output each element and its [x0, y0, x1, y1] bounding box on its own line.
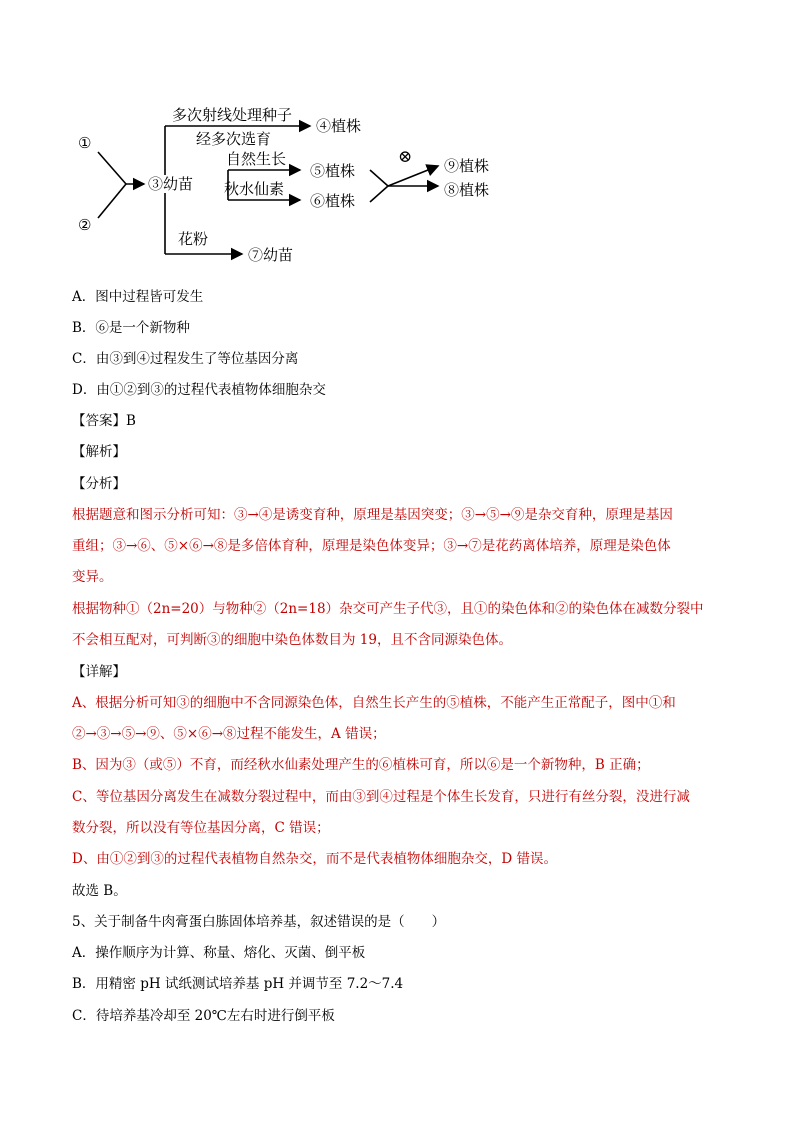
q5-option-a: A．操作顺序为计算、称量、熔化、灭菌、倒平板	[72, 945, 366, 961]
fenxi-label: 【分析】	[72, 476, 126, 492]
detail-a-line1: A、根据分析可知③的细胞中不含同源染色体，自然生长产生的⑤植株，不能产生正常配子，图中①和	[72, 695, 676, 711]
answer-label: 【答案】B	[72, 413, 136, 429]
detail-c-line2: 数分裂，所以没有等位基因分离，C 错误；	[72, 820, 330, 836]
option-d: D．由①②到③的过程代表植物体细胞杂交	[72, 382, 326, 398]
breeding-diagram	[70, 100, 510, 270]
option-a: A．图中过程皆可发生	[72, 289, 204, 305]
cross-line-5	[370, 170, 388, 186]
jiexi-label: 【解析】	[72, 444, 126, 460]
conclusion: 故选 B。	[72, 883, 127, 899]
selfing-symbol: ⊗	[398, 147, 413, 167]
node-9: ⑨植株	[444, 157, 490, 175]
line-1-to-3	[98, 152, 126, 184]
node-6: ⑥植株	[310, 192, 356, 210]
xiangjie-label: 【详解】	[72, 664, 126, 680]
option-b: B．⑥是一个新物种	[72, 320, 190, 336]
label-selection: 经多次选育	[196, 130, 272, 148]
node-2: ②	[78, 216, 92, 234]
node-3: ③幼苗	[148, 175, 194, 193]
q5-option-c: C．待培养基冷却至 20℃左右时进行倒平板	[72, 1008, 335, 1024]
q5-option-b: B．用精密 pH 试纸测试培养基 pH 并调节至 7.2～7.4	[72, 976, 404, 992]
detail-c-line1: C、等位基因分离发生在减数分裂过程中，而由③到④过程是个体生长发育，只进行有丝分裂，没进行减	[72, 789, 690, 805]
analysis-p1-line1: 根据题意和图示分析可知：③→④是诱变育种，原理是基因突变；③→⑤→⑨是杂交育种，原理是基因	[72, 507, 673, 523]
analysis-p1-line2: 重组；③→⑥、⑤×⑥→⑧是多倍体育种，原理是染色体变异；③→⑦是花药离体培养，原理是染色体	[72, 538, 671, 554]
label-colchicine: 秋水仙素	[224, 180, 285, 198]
line-2-to-3	[98, 184, 126, 218]
node-1: ①	[78, 134, 92, 152]
node-8: ⑧植株	[444, 181, 490, 199]
option-c: C．由③到④过程发生了等位基因分离	[72, 351, 299, 367]
analysis-p1-line3: 变异。	[72, 569, 113, 585]
node-5: ⑤植株	[310, 162, 356, 180]
analysis-p2-line1: 根据物种①（2n=20）与物种②（2n=18）杂交可产生子代③，且①的染色体和②的染色体在减数分裂中	[72, 601, 704, 617]
analysis-p2-line2: 不会相互配对，可判断③的细胞中染色体数目为 19，且不含同源染色体。	[72, 632, 512, 648]
node-7: ⑦幼苗	[248, 246, 294, 264]
label-pollen: 花粉	[178, 230, 209, 248]
arrow-to-9	[388, 166, 438, 186]
q5-stem: 5、关于制备牛肉膏蛋白胨固体培养基，叙述错误的是（ ）	[72, 914, 446, 930]
label-radiation: 多次射线处理种子	[172, 106, 293, 124]
detail-b: B、因为③（或⑤）不育，而经秋水仙素处理产生的⑥植株可育，所以⑥是一个新物种，B 正确；	[72, 757, 650, 773]
node-4: ④植株	[316, 117, 362, 135]
label-natural-growth: 自然生长	[226, 150, 287, 168]
detail-d: D、由①②到③的过程代表植物自然杂交，而不是代表植物体细胞杂交，D 错误。	[72, 851, 557, 867]
detail-a-line2: ②→③→⑤→⑨、⑤×⑥→⑧过程不能发生，A 错误；	[72, 726, 386, 742]
cross-line-6	[370, 186, 388, 202]
